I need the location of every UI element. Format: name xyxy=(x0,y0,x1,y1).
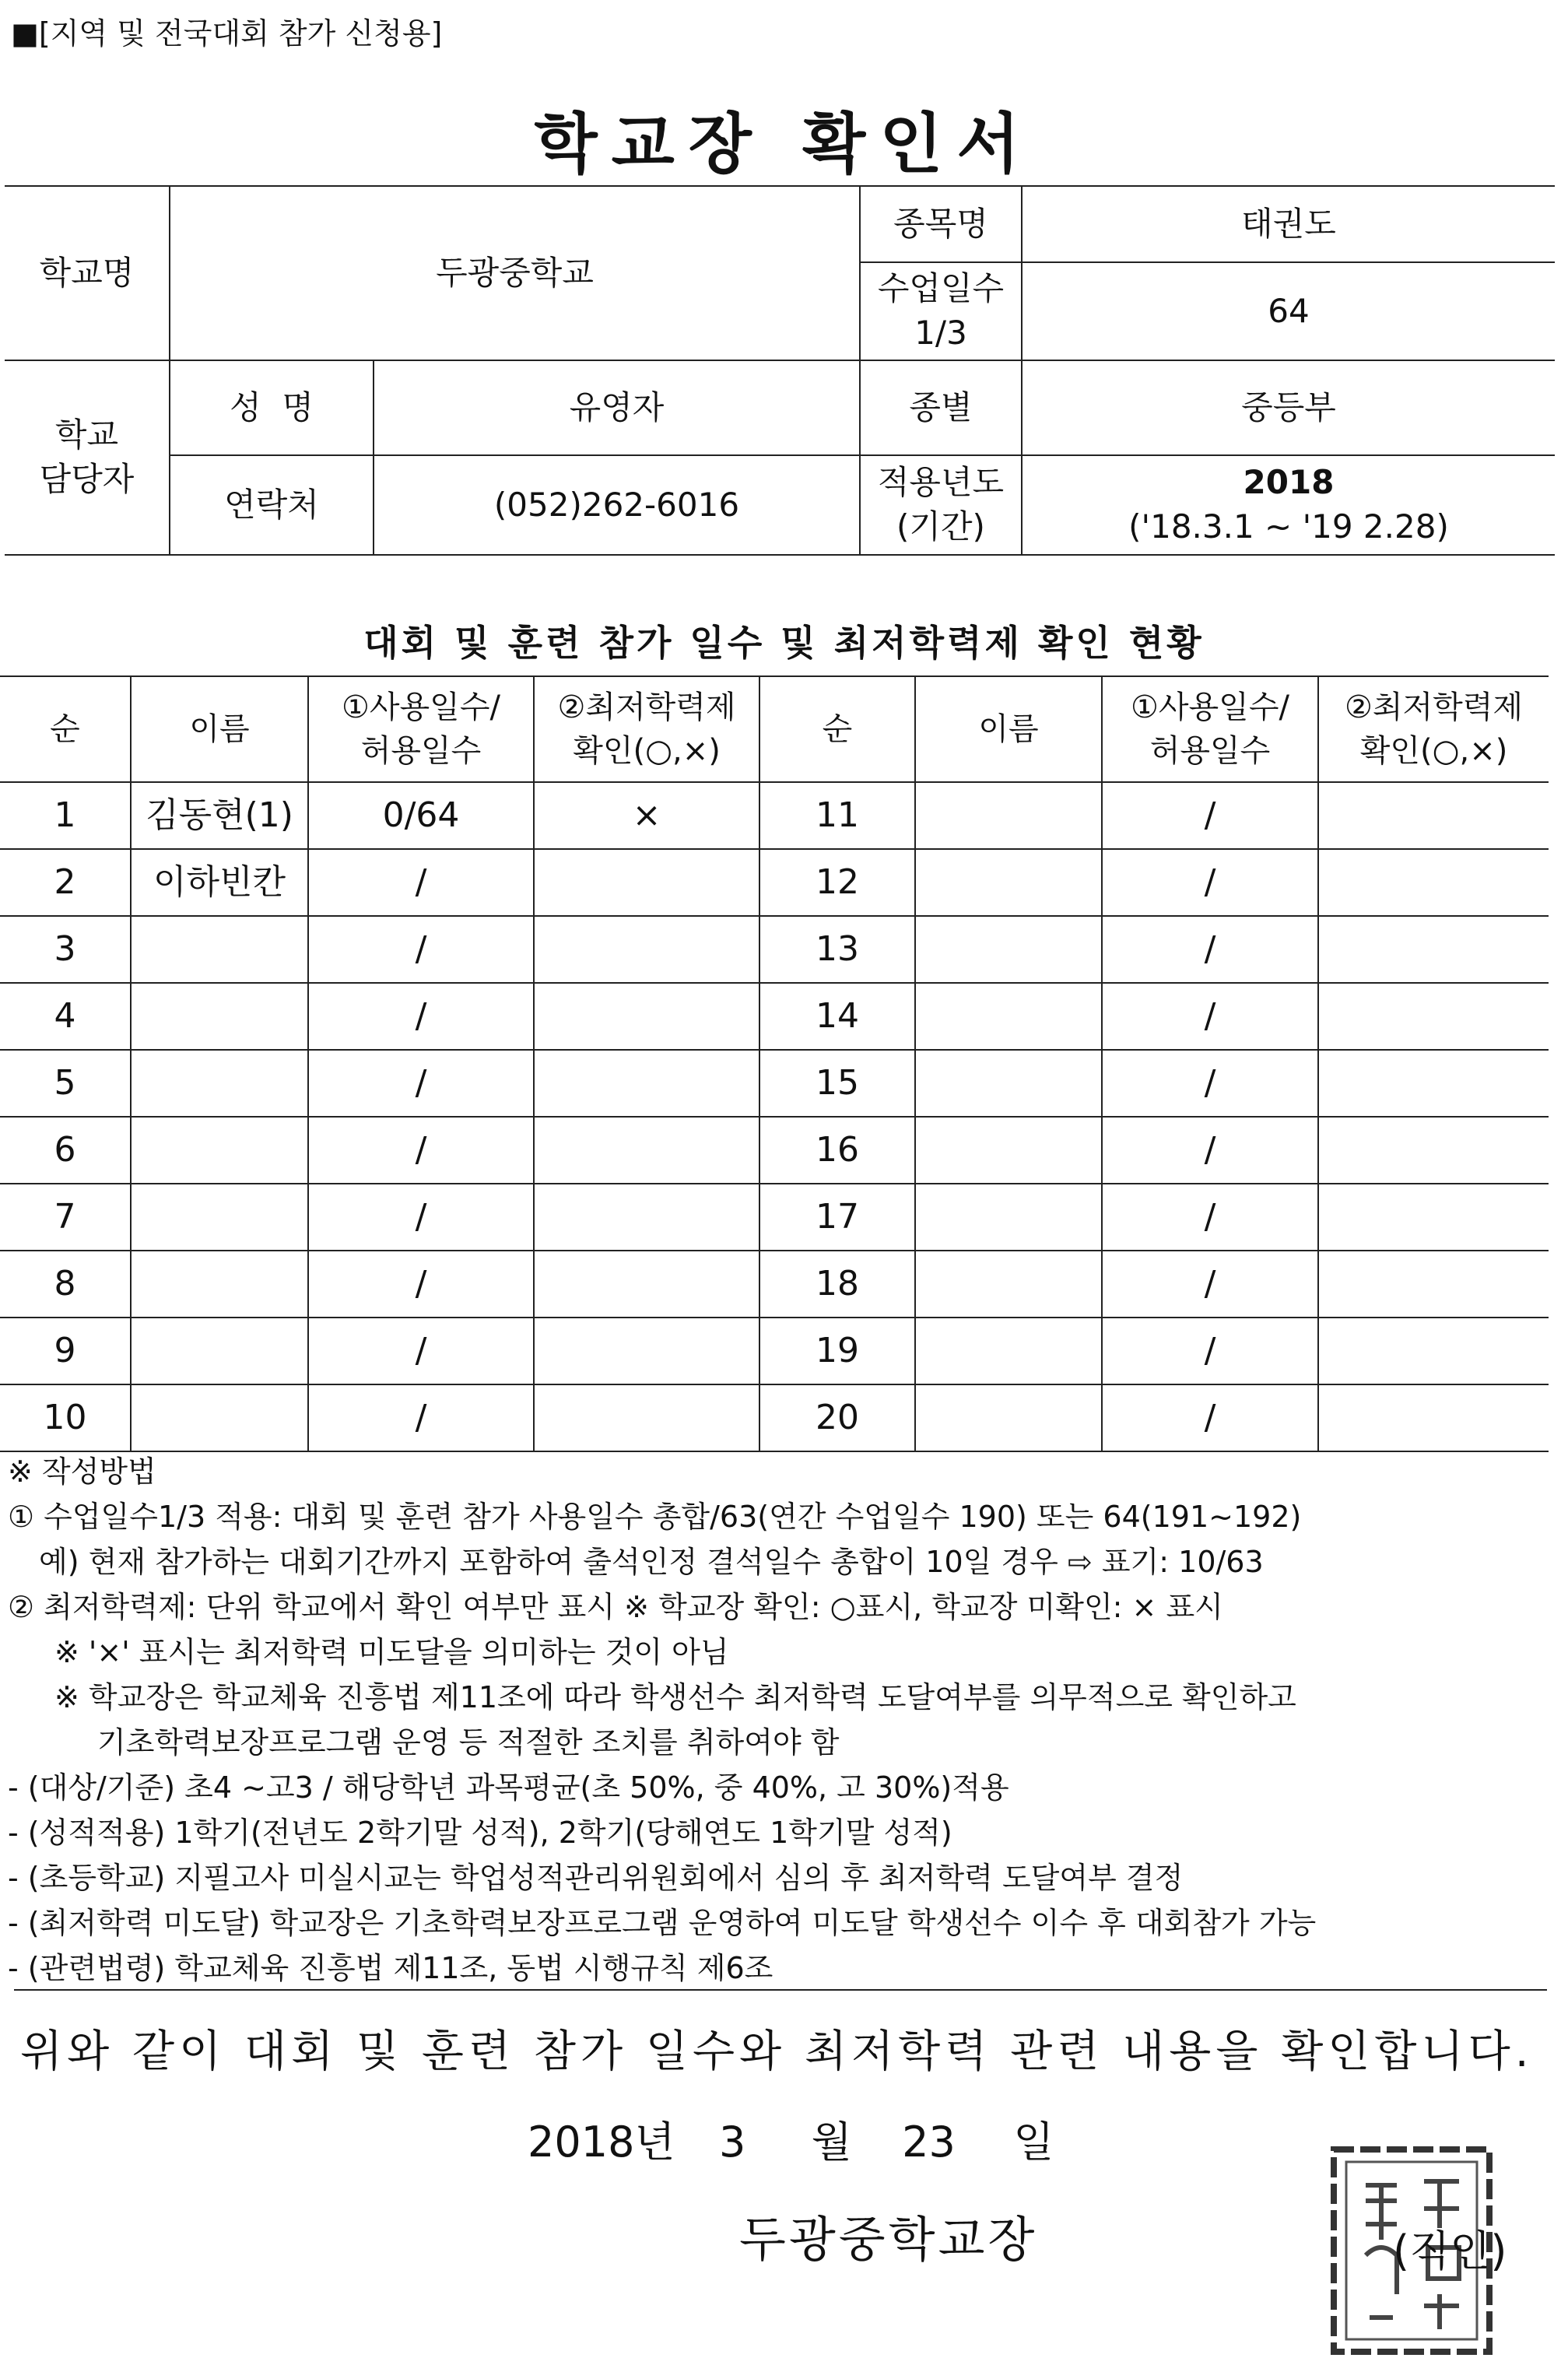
year-value xyxy=(1022,455,1555,555)
row-used-days: / xyxy=(1102,1251,1318,1318)
year-label xyxy=(860,455,1022,555)
header-name-right: 이름 xyxy=(915,676,1102,782)
row-used-days: / xyxy=(308,1318,534,1384)
row-name xyxy=(915,1184,1102,1251)
row-no: 7 xyxy=(0,1184,131,1251)
date-month: 3 xyxy=(718,2118,746,2167)
header-check-line1: ②최저학력제 xyxy=(557,689,736,725)
row-used-days: / xyxy=(1102,1050,1318,1117)
row-academic-check xyxy=(534,1117,759,1184)
note-principal-duty-cont: 기초학력보장프로그램 운영 등 적절한 조치를 취하여야 함 xyxy=(97,1725,840,1760)
row-no: 14 xyxy=(759,983,915,1050)
detail-criteria: - (대상/기준) 초4 ~고3 / 해당학년 과목평균(초 50%, 중 40%, 고 30%)적용 xyxy=(8,1770,1009,1805)
row-name xyxy=(131,1184,308,1251)
row-name xyxy=(131,1117,308,1184)
row-name xyxy=(915,1251,1102,1318)
row-used-days: / xyxy=(1102,983,1318,1050)
row-name xyxy=(915,1050,1102,1117)
row-no: 2 xyxy=(0,849,131,916)
table-row xyxy=(0,1384,1549,1451)
header-days-line2: 허용일수 xyxy=(360,733,482,769)
principal-name: 두광중학교장 xyxy=(739,2211,1038,2268)
detail-unmet: - (최저학력 미도달) 학교장은 기초학력보장프로그램 운영하여 미도달 학생선수 이수 후 대회참가 가능 xyxy=(8,1906,1317,1940)
school-info-table xyxy=(5,185,1555,556)
row-used-days: / xyxy=(308,1184,534,1251)
note-min-academic: ② 최저학력제: 단위 학교에서 확인 여부만 표시 ※ 학교장 확인: ○표시, 학교장 미확인: × 표시 xyxy=(8,1590,1223,1624)
row-no: 10 xyxy=(0,1384,131,1451)
table-row xyxy=(0,782,1549,849)
row-academic-check xyxy=(534,1251,759,1318)
row-used-days: / xyxy=(1102,1117,1318,1184)
row-academic-check xyxy=(534,849,759,916)
header-days-line2: 허용일수 xyxy=(1149,733,1271,769)
table-row xyxy=(0,1318,1549,1384)
row-name xyxy=(915,1318,1102,1384)
row-name xyxy=(915,983,1102,1050)
row-academic-check xyxy=(1318,916,1549,983)
row-no: 6 xyxy=(0,1117,131,1184)
detail-elementary: - (초등학교) 지필고사 미실시교는 학업성적관리위원회에서 심의 후 최저학력 도달여부 결정 xyxy=(8,1861,1184,1895)
note-x-meaning: ※ '×' 표시는 최저학력 미도달을 의미하는 것이 아님 xyxy=(54,1635,729,1669)
row-no: 8 xyxy=(0,1251,131,1318)
division-label: 종별 xyxy=(860,360,1022,455)
note-class-days: ① 수업일수1/3 적용: 대회 및 훈련 참가 사용일수 총합/63(연간 수업일수 190) 또는 64(191~192) xyxy=(8,1500,1302,1534)
date-month-unit: 월 xyxy=(811,2118,852,2167)
divider xyxy=(14,1989,1547,1991)
row-academic-check xyxy=(534,983,759,1050)
row-name: 이하빈칸 xyxy=(131,849,308,916)
staff-name-label: 성 명 xyxy=(170,360,374,455)
row-used-days: / xyxy=(308,1050,534,1117)
notes-heading: ※ 작성방법 xyxy=(8,1454,156,1489)
row-used-days: / xyxy=(1102,1384,1318,1451)
row-name xyxy=(915,916,1102,983)
table-row xyxy=(0,1117,1549,1184)
row-no: 1 xyxy=(0,782,131,849)
row-no: 17 xyxy=(759,1184,915,1251)
row-name xyxy=(131,983,308,1050)
row-academic-check xyxy=(1318,1318,1549,1384)
row-used-days: / xyxy=(308,1251,534,1318)
header-check-line1: ②최저학력제 xyxy=(1344,689,1524,725)
staff-label-line2: 담당자 xyxy=(39,460,135,498)
header-check-left xyxy=(534,676,759,782)
form-type-tag: ■[지역 및 전국대회 참가 신청용] xyxy=(11,16,443,51)
row-used-days: / xyxy=(1102,782,1318,849)
class-days-label-line2: 1/3 xyxy=(914,314,967,352)
header-no-right: 순 xyxy=(759,676,915,782)
table-row xyxy=(0,983,1549,1050)
row-academic-check xyxy=(1318,782,1549,849)
header-check-line2: 확인(○,×) xyxy=(573,733,721,769)
row-academic-check xyxy=(534,1384,759,1451)
row-no: 3 xyxy=(0,916,131,983)
document-title: 학교장 확인서 xyxy=(534,106,1034,182)
year-value-year: 2018 xyxy=(1243,463,1335,502)
header-check-right xyxy=(1318,676,1549,782)
row-no: 9 xyxy=(0,1318,131,1384)
row-academic-check: × xyxy=(534,782,759,849)
row-academic-check xyxy=(1318,1050,1549,1117)
participation-table xyxy=(0,675,1549,1452)
table-row xyxy=(0,1251,1549,1318)
date-day-unit: 일 xyxy=(1013,2118,1054,2167)
row-used-days: / xyxy=(308,916,534,983)
division-value: 중등부 xyxy=(1022,360,1555,455)
year-value-period: ('18.3.1 ~ '19 2.28) xyxy=(1128,507,1449,546)
row-name xyxy=(915,849,1102,916)
contact-label: 연락처 xyxy=(170,455,374,555)
row-used-days: / xyxy=(308,849,534,916)
sport-label: 종목명 xyxy=(860,186,1022,262)
row-name xyxy=(915,1384,1102,1451)
row-academic-check xyxy=(1318,983,1549,1050)
note-class-days-example: 예) 현재 참가하는 대회기간까지 포함하여 출석인정 결석일수 총합이 10일 경우 ⇨ 표기: 10/63 xyxy=(39,1545,1264,1579)
class-days-label-line1: 수업일수 xyxy=(877,269,1005,308)
staff-label xyxy=(5,360,170,555)
row-academic-check xyxy=(1318,1117,1549,1184)
header-check-line2: 확인(○,×) xyxy=(1359,733,1508,769)
staff-label-line1: 학교 xyxy=(54,416,119,454)
header-name-left: 이름 xyxy=(131,676,308,782)
row-no: 18 xyxy=(759,1251,915,1318)
row-no: 19 xyxy=(759,1318,915,1384)
header-days-line1: ①사용일수/ xyxy=(342,689,500,725)
row-no: 20 xyxy=(759,1384,915,1451)
section-title: 대회 및 훈련 참가 일수 및 최저학력제 확인 현황 xyxy=(363,622,1205,664)
row-used-days: / xyxy=(1102,916,1318,983)
row-academic-check xyxy=(534,916,759,983)
row-no: 12 xyxy=(759,849,915,916)
row-no: 16 xyxy=(759,1117,915,1184)
class-days-value: 64 xyxy=(1022,262,1555,360)
header-days-left xyxy=(308,676,534,782)
row-name xyxy=(131,1318,308,1384)
header-days-line1: ①사용일수/ xyxy=(1131,689,1289,725)
header-days-right xyxy=(1102,676,1318,782)
staff-name-value: 유영자 xyxy=(374,360,860,455)
row-name: 김동현(1) xyxy=(131,782,308,849)
table-header-row xyxy=(0,676,1549,782)
row-academic-check xyxy=(534,1184,759,1251)
note-principal-duty: ※ 학교장은 학교체육 진흥법 제11조에 따라 학생선수 최저학력 도달여부를 의무적으로 확인하고 xyxy=(54,1680,1296,1714)
school-name-label: 학교명 xyxy=(5,186,170,360)
table-row xyxy=(0,916,1549,983)
row-no: 11 xyxy=(759,782,915,849)
detail-grades: - (성적적용) 1학기(전년도 2학기말 성적), 2학기(당해연도 1학기말 성적) xyxy=(8,1816,952,1850)
year-label-line1: 적용년도 xyxy=(877,463,1005,502)
signature-date xyxy=(528,2109,1054,2169)
row-used-days: / xyxy=(1102,1184,1318,1251)
row-academic-check xyxy=(1318,849,1549,916)
row-name xyxy=(915,782,1102,849)
row-used-days: / xyxy=(308,983,534,1050)
row-name xyxy=(131,1384,308,1451)
header-no-left: 순 xyxy=(0,676,131,782)
confirmation-statement: 위와 같이 대회 및 훈련 참가 일수와 최저학력 관련 내용을 확인합니다. xyxy=(20,2026,1534,2077)
row-used-days: / xyxy=(1102,849,1318,916)
row-used-days: / xyxy=(308,1117,534,1184)
year-label-line2: (기간) xyxy=(896,507,985,546)
table-row xyxy=(0,1050,1549,1117)
row-academic-check xyxy=(1318,1184,1549,1251)
instructions xyxy=(8,1449,1556,1991)
row-used-days: 0/64 xyxy=(308,782,534,849)
date-day: 23 xyxy=(902,2118,956,2167)
table-row xyxy=(0,849,1549,916)
seal-placeholder: (직인) xyxy=(1393,2226,1507,2276)
row-no: 15 xyxy=(759,1050,915,1117)
row-academic-check xyxy=(1318,1384,1549,1451)
row-used-days: / xyxy=(1102,1318,1318,1384)
contact-value: (052)262-6016 xyxy=(374,455,860,555)
row-academic-check xyxy=(1318,1251,1549,1318)
row-no: 4 xyxy=(0,983,131,1050)
class-days-label xyxy=(860,262,1022,360)
row-name xyxy=(131,1050,308,1117)
row-no: 13 xyxy=(759,916,915,983)
school-name-value: 두광중학교 xyxy=(170,186,860,360)
row-name xyxy=(131,1251,308,1318)
row-academic-check xyxy=(534,1318,759,1384)
row-name xyxy=(915,1117,1102,1184)
table-row xyxy=(0,1184,1549,1251)
detail-law: - (관련법령) 학교체육 진흥법 제11조, 동법 시행규칙 제6조 xyxy=(8,1951,773,1985)
row-academic-check xyxy=(534,1050,759,1117)
row-no: 5 xyxy=(0,1050,131,1117)
sport-value: 태권도 xyxy=(1022,186,1555,262)
row-used-days: / xyxy=(308,1384,534,1451)
date-year: 2018년 xyxy=(528,2118,675,2167)
row-name xyxy=(131,916,308,983)
